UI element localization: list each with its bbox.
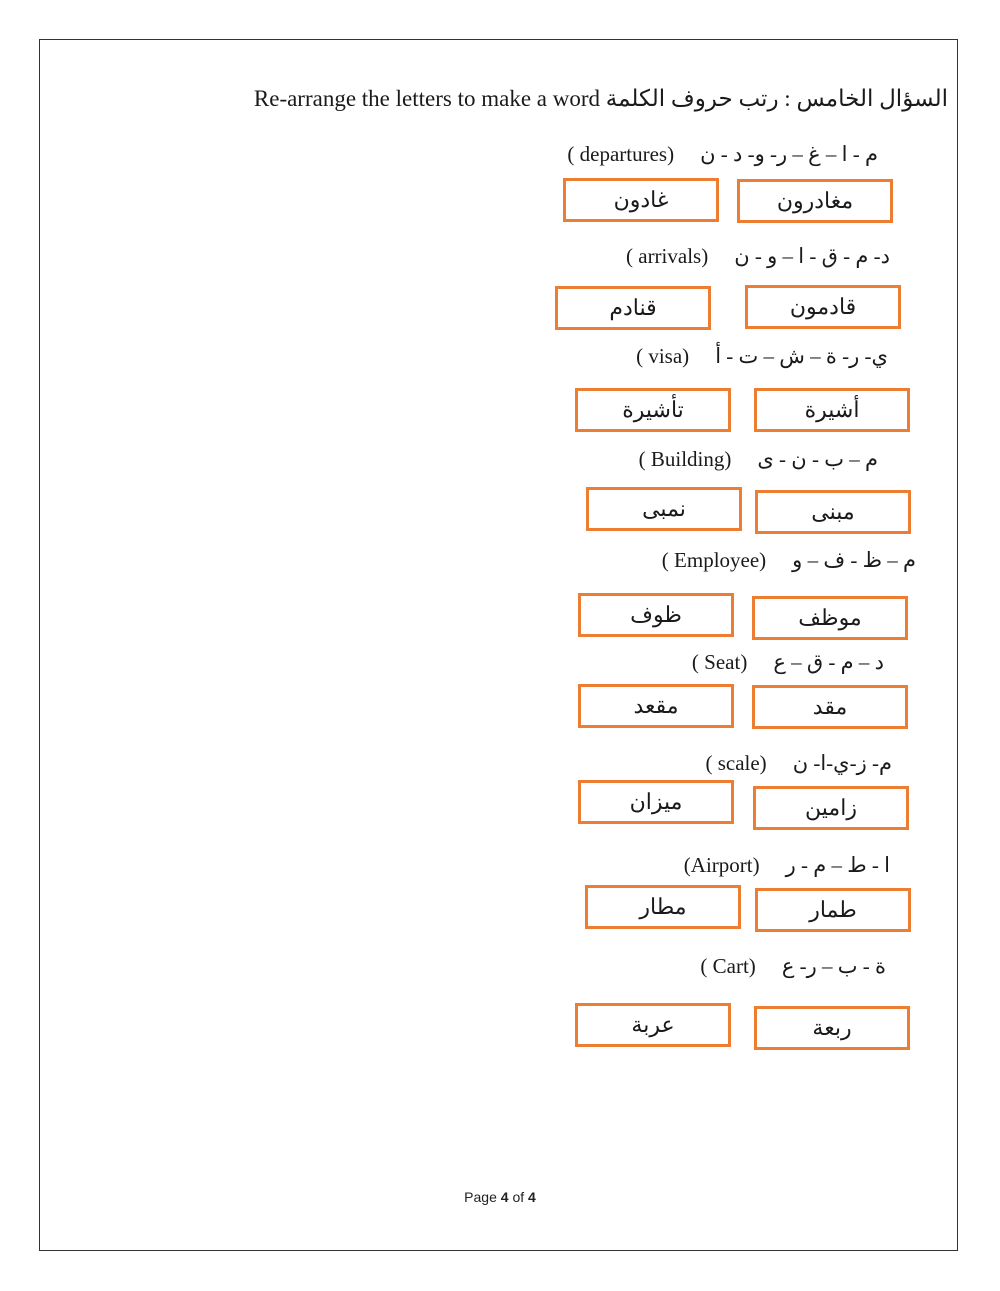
answer-option[interactable]: مطار <box>585 885 741 929</box>
question-prompt <box>692 650 884 675</box>
question-letters: م – ب - ن - ى <box>757 447 878 471</box>
question-gloss: ( departures) <box>567 142 675 166</box>
question-letters: د – م - ق – ع <box>773 650 884 674</box>
question-gloss: ( Employee) <box>661 548 767 572</box>
question-letters: ي- ر- ة – ش – ت - أ <box>715 344 888 368</box>
footer-total-pages: 4 <box>528 1189 536 1205</box>
question-gloss: ( Building) <box>638 447 732 471</box>
answer-option[interactable]: قادمون <box>745 285 901 329</box>
answer-option[interactable]: عربة <box>575 1003 731 1047</box>
answer-option[interactable]: نمبى <box>586 487 742 531</box>
answer-option[interactable]: زامين <box>753 786 909 830</box>
question-prompt <box>662 548 916 573</box>
footer-current-page: 4 <box>500 1189 509 1205</box>
answer-option[interactable]: غادون <box>563 178 719 222</box>
question-heading: السؤال الخامس : رتب حروف الكلمة Re-arrange the letters to make a word <box>253 86 948 111</box>
question-prompt <box>636 344 888 369</box>
answer-option[interactable]: ظوف <box>578 593 734 637</box>
question-prompt <box>705 751 892 776</box>
question-prompt <box>567 142 878 167</box>
question-gloss: ( arrivals) <box>626 244 709 268</box>
answer-option[interactable]: مقعد <box>578 684 734 728</box>
footer-of-label: of <box>512 1189 525 1205</box>
answer-option[interactable]: موظف <box>752 596 908 640</box>
question-gloss: ( visa) <box>636 344 690 368</box>
question-prompt <box>626 244 890 269</box>
page-footer <box>0 1189 1000 1205</box>
question-letters: م - ا – غ – ر- و- د - ن <box>700 142 878 166</box>
question-letters: م- ز-ي-ا- ن <box>792 751 892 775</box>
question-letters: ة - ب – ر- ع <box>781 954 886 978</box>
answer-option[interactable]: ربعة <box>754 1006 910 1050</box>
question-prompt <box>700 954 886 979</box>
answer-option[interactable]: ميزان <box>578 780 734 824</box>
answer-option[interactable]: مغادرون <box>737 179 893 223</box>
question-prompt <box>639 447 878 472</box>
question-gloss: ( scale) <box>705 751 767 775</box>
question-letters: م – ظ - ف – و <box>792 548 916 572</box>
question-letters: د- م - ق - ا – و - ن <box>734 244 890 268</box>
answer-option[interactable]: مبنى <box>755 490 911 534</box>
question-letters: ا - ط – م - ر <box>785 853 890 877</box>
question-gloss: ( Cart) <box>700 954 756 978</box>
answer-option[interactable]: تأشيرة <box>575 388 731 432</box>
answer-option[interactable]: طمار <box>755 888 911 932</box>
question-gloss: ( Seat) <box>691 650 748 674</box>
answer-option[interactable]: أشيرة <box>754 388 910 432</box>
question-gloss: (Airport) <box>683 853 760 877</box>
footer-page-label: Page <box>464 1189 497 1205</box>
answer-option[interactable]: مقد <box>752 685 908 729</box>
question-prompt <box>684 853 890 878</box>
answer-option[interactable]: قنادم <box>555 286 711 330</box>
